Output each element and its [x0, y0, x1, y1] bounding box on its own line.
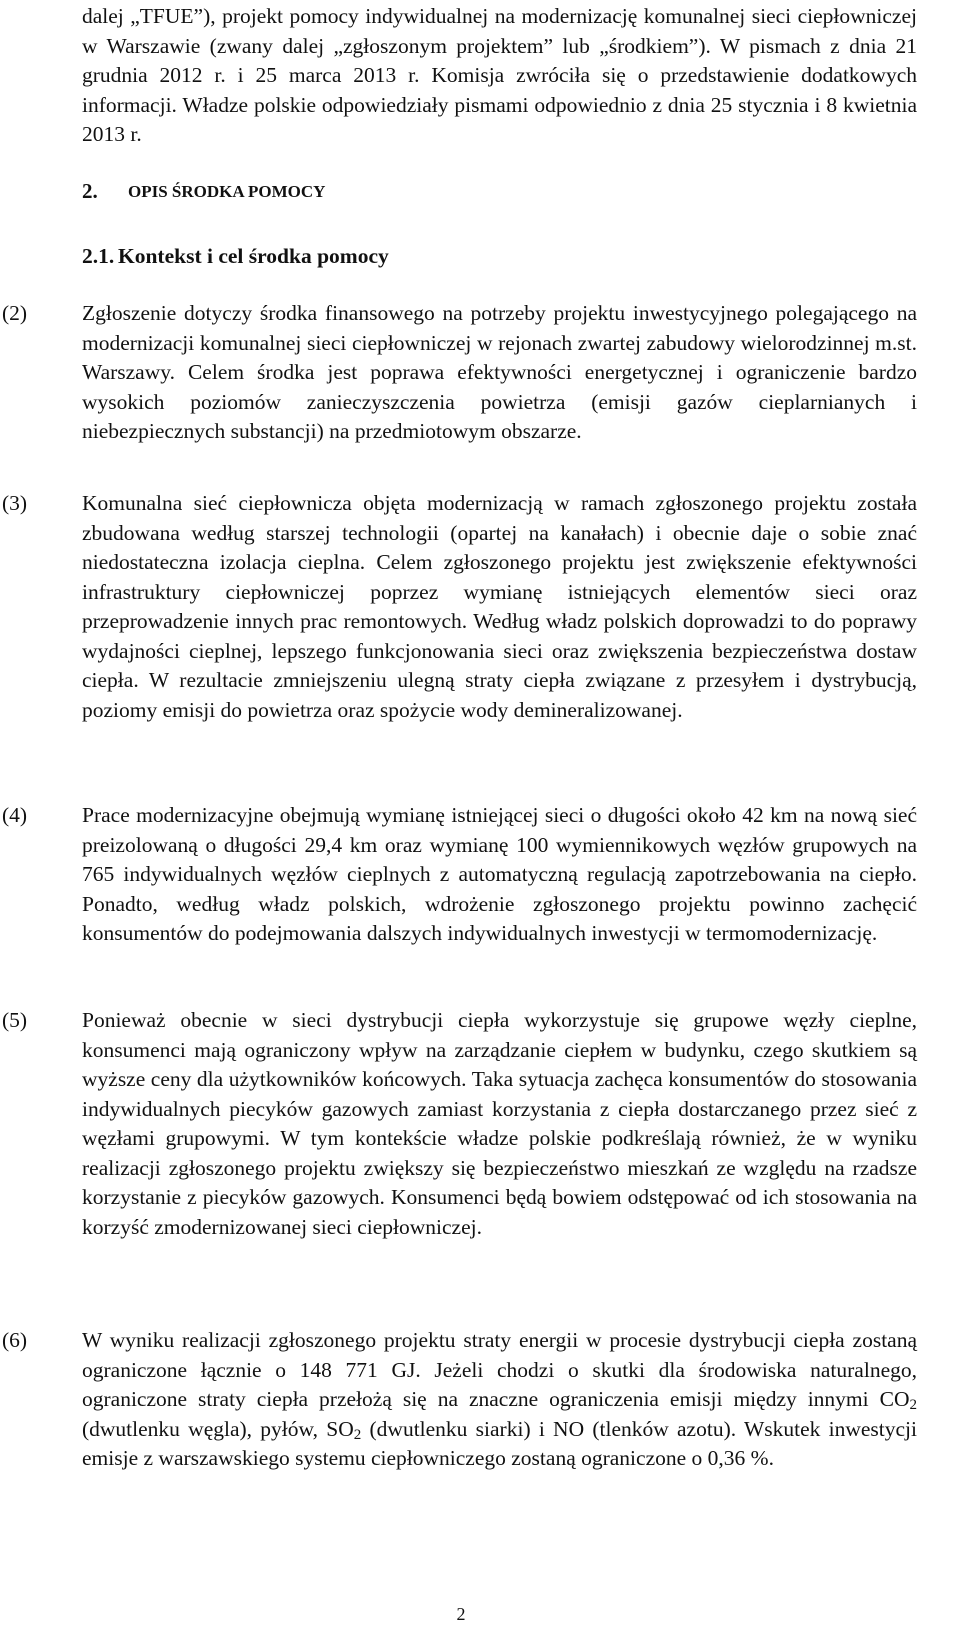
intro-paragraph: dalej „TFUE”), projekt pomocy indywidualnej na modernizację komunalnej sieci ciepłowniczej w Warszawie (zwany dalej „zgłoszonym projektem” lub „środkiem”). W pismach z dnia 21 grudnia 2012 r. i 25 marca 2013 r. Komisja zwróciła się o przedstawienie dodatkowych informacji. Władze polskie odpowiedziały pismami odpowiednio z dnia 25 stycznia i 8 kwietnia 2013 r. — [82, 4, 917, 146]
section-number: 2. — [82, 179, 98, 203]
paragraph-text-part: (dwutlenku siarki) i NO (tlenków azotu). Wskutek inwestycji emisje z warszawskiego systemu ciepłowniczego zostaną ograniczone o 0,36 %. — [82, 1416, 917, 1470]
paragraph-number: (6) — [2, 1328, 28, 1352]
paragraph-text-part: (dwutlenku węgla), pyłów, SO — [82, 1416, 354, 1441]
paragraph-text-part: W wyniku realizacji zgłoszonego projektu straty energii w procesie dystrybucji ciepła zostaną ograniczone łącznie o 148 771 GJ. Jeżeli chodzi o skutki dla środowiska naturalnego, ograniczone straty ciepła przełożą się na znaczne ograniczenia emisji między innymi CO — [82, 1328, 917, 1411]
paragraph-text: Zgłoszenie dotyczy środka finansowego na potrzeby projektu inwestycyjnego polegającego na modernizacji komunalnej sieci ciepłowniczej w rejonach zwartej zabudowy wielorodzinnej m.st. Warszawy. Celem środka jest poprawa efektywności energetycznej i ograniczenie bardzo wysokich poziomów zanieczyszczenia powietrza (emisji gazów cieplarnianych i niebezpiecznych substancji) na przedmiotowym obszarze. — [82, 301, 917, 443]
paragraph-text — [82, 1326, 917, 1474]
subsection-number: 2.1. — [82, 244, 115, 268]
subscript-2: 2 — [909, 1397, 917, 1413]
paragraph-text: Komunalna sieć ciepłownicza objęta modernizacją w ramach zgłoszonego projektu została zbudowana według starszej technologii (opartej na kanałach) i obecnie daje o sobie znać niedostateczna izolacja cieplna. Celem zgłoszonego projektu jest zwiększenie efektywności infrastruktury ciepłowniczej poprzez wymianę istniejących elementów sieci oraz przeprowadzenie innych prac remontowych. Według władz polskich doprowadzi to do poprawy wydajności cieplnej, lepszego funkcjonowania sieci oraz zwiększenia bezpieczeństwa dostaw ciepła. W rezultacie zmniejszeniu ulegną straty ciepła związane z przesyłem i dystrybucją, poziomy emisji do powietrza oraz spożycie wody demineralizowanej. — [82, 491, 917, 722]
paragraph-number: (2) — [2, 301, 28, 325]
section-title: OPIS ŚRODKA POMOCY — [128, 182, 326, 201]
subscript-2: 2 — [353, 1426, 362, 1443]
paragraph-number: (5) — [2, 1008, 28, 1032]
subsection-title: Kontekst i cel środka pomocy — [118, 244, 389, 268]
page-number: 2 — [456, 1604, 466, 1624]
paragraph-text: Prace modernizacyjne obejmują wymianę istniejącej sieci o długości około 42 km na nową sieć preizolowaną o długości 29,4 km oraz wymianę 100 wymiennikowych węzłów grupowych na 765 indywidualnych węzłów cieplnych z automatyczną regulacją zapotrzebowania na ciepło. Ponadto, według władz polskich, wdrożenie zgłoszonego projektu powinno zachęcić konsumentów do podejmowania dalszych indywidualnych inwestycji w termomodernizację. — [82, 803, 917, 945]
paragraph-number: (3) — [2, 491, 28, 515]
paragraph-number: (4) — [2, 803, 28, 827]
paragraph-text: Ponieważ obecnie w sieci dystrybucji ciepła wykorzystuje się grupowe węzły cieplne, konsumenci mają ograniczony wpływ na zarządzanie ciepłem w budynku, czego skutkiem są wyższe ceny dla użytkowników końcowych. Taka sytuacja zachęca konsumentów do stosowania indywidualnych piecyków gazowych zamiast korzystania z ciepła dostarczanego przez sieć z węzłami grupowymi. W tym kontekście władze polskie podkreślają również, że w wyniku realizacji zgłoszonego projektu zwiększy się bezpieczeństwo mieszkań ze względu na rzadsze korzystanie z piecyków gazowych. Konsumenci będą bowiem odstępować od ich stosowania na korzyść zmodernizowanej sieci ciepłowniczej. — [82, 1008, 917, 1239]
